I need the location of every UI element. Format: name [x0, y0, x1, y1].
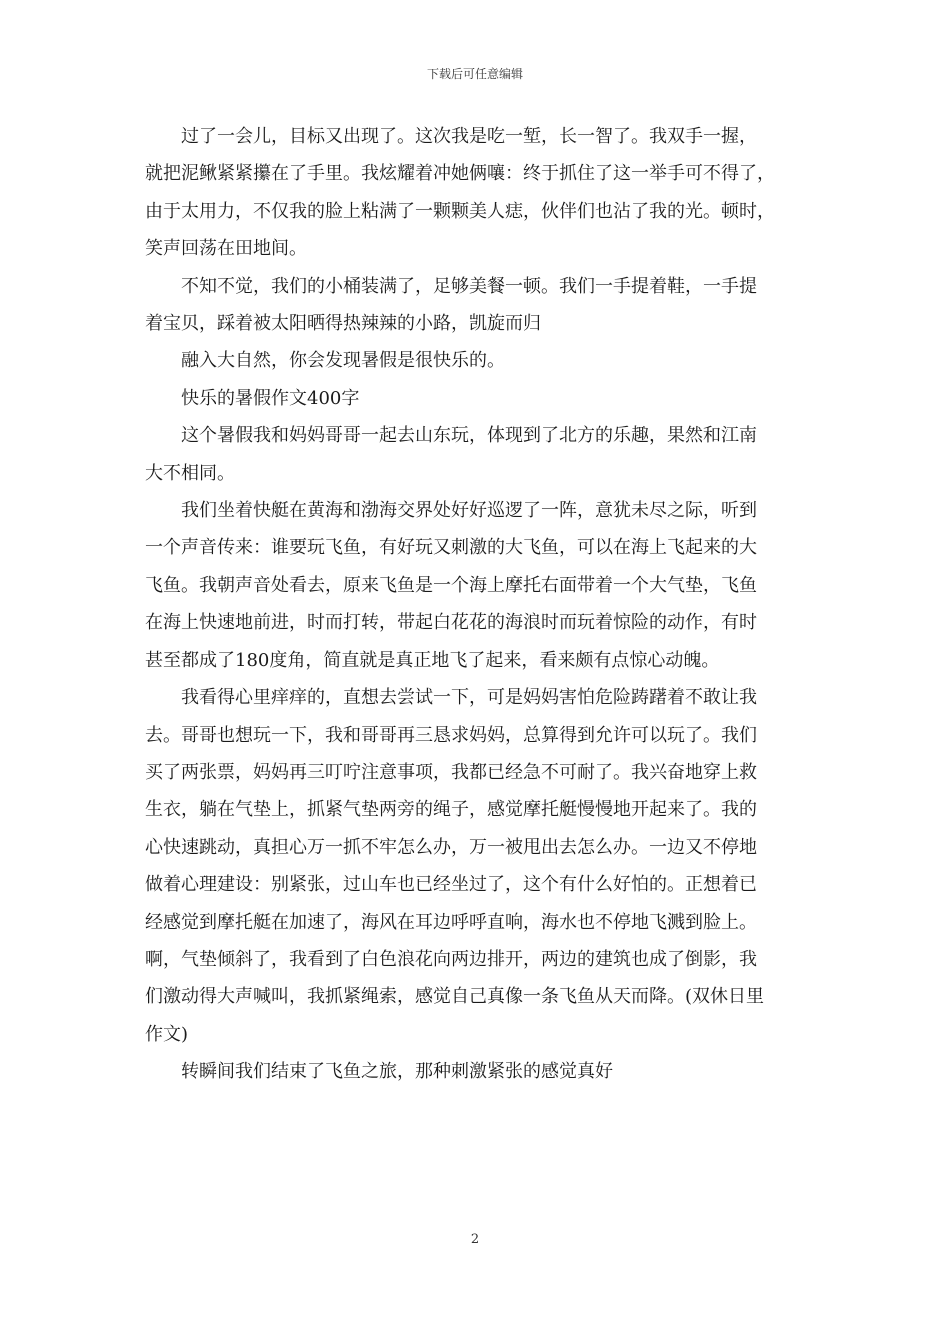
section-heading: 快乐的暑假作文400字 — [181, 387, 360, 409]
paragraph: 我们坐着快艇在黄海和渤海交界处好好巡逻了一阵，意犹未尽之际，听到 一个声音传来：谁要玩飞鱼，有好玩又刺激的大飞鱼，可以在海上飞起来的大 飞鱼。我朝声音处看去，原来飞鱼是一个海上摩托右面带着一个大气垫，飞鱼 在海上快速地前进，时而打转，带起白花花的海浪时而玩着惊险的动作，有时 甚至都成了180度角，简直就是真正地飞了起来，看来颇有点惊心动魄。 — [145, 500, 757, 671]
document-body — [145, 118, 811, 1091]
page-header: 下载后可任意编辑 — [426, 67, 523, 81]
paragraph: 不知不觉，我们的小桶装满了，足够美餐一顿。我们一手提着鞋，一手提 着宝贝，踩着被太阳晒得热辣辣的小路，凯旋而归 — [145, 275, 757, 335]
paragraph: 融入大自然，你会发现暑假是很快乐的。 — [181, 350, 505, 372]
paragraph: 过了一会儿，目标又出现了。这次我是吃一堑，长一智了。我双手一握， 就把泥鳅紧紧攥在了手里。我炫耀着冲她俩嚷：终于抓住了这一举手可不得了， 由于太用力，不仅我的脸上粘满了一颗颗美人痣，伙伴们也沾了我的光。顿时， 笑声回荡在田地间。 — [145, 126, 775, 260]
page-number: 2 — [470, 1232, 480, 1247]
paragraph: 转瞬间我们结束了飞鱼之旅，那种刺激紧张的感觉真好 — [181, 1061, 613, 1083]
paragraph: 我看得心里痒痒的，直想去尝试一下，可是妈妈害怕危险踌躇着不敢让我 去。哥哥也想玩一下，我和哥哥再三恳求妈妈，总算得到允许可以玩了。我们 买了两张票，妈妈再三叮咛注意事项，我都已经急不可耐了。我兴奋地穿上救 生衣，躺在气垫上，抓紧气垫两旁的绳子，感觉摩托艇慢慢地开起来了。我的 心快速跳动，真担心万一抓不牢怎么办，万一被甩出去怎么办。一边又不停地 做着心理建设：别紧张，过山车也已经坐过了，这个有什么好怕的。正想着已 经感觉到摩托艇在加速了，海风在耳边呼呼直响，海水也不停地飞溅到脸上。 啊，气垫倾斜了，我看到了白色浪花向两边排开，两边的建筑也成了倒影，我 们激动得大声喊叫，我抓紧绳索，感觉自己真像一条飞鱼从天而降。(双休日里 作文) — [145, 687, 765, 1045]
paragraph: 这个暑假我和妈妈哥哥一起去山东玩，体现到了北方的乐趣，果然和江南 大不相同。 — [145, 425, 757, 484]
